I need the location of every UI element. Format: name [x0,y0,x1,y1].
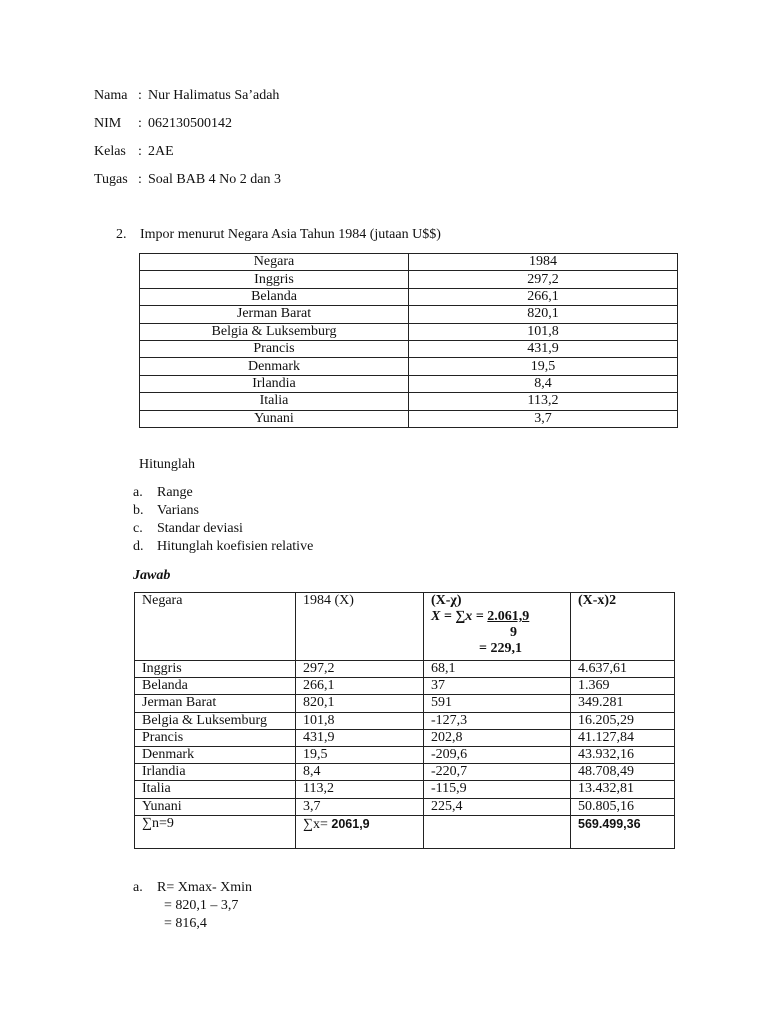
cell-x: 8,4 [296,764,424,781]
mean-formula-prefix: X = ∑x = [431,609,488,624]
task-marker: d. [133,539,144,554]
cell-value: 8,4 [409,375,678,392]
header-cell-deviation [424,593,571,661]
table-row [135,678,675,695]
cell-squared: 4.637,61 [571,661,675,678]
cell-squared: 1.369 [571,678,675,695]
info-value: 062130500142 [148,116,232,131]
mean-divisor: 9 [510,625,517,640]
sum-squared: 569.499,36 [571,815,675,848]
question-number: 2. [116,227,127,242]
cell-country: Italia [135,781,296,798]
cell-country: Prancis [135,729,296,746]
cell-country: Belanda [140,288,409,305]
cell-deviation: 225,4 [424,798,571,815]
cell-squared: 50.805,16 [571,798,675,815]
cell-squared: 48.708,49 [571,764,675,781]
answer-label: Jawab [133,568,171,583]
task-marker: c. [133,521,143,536]
table-row [135,695,675,712]
cell-deviation: -127,3 [424,712,571,729]
header-cell-year: 1984 [409,254,678,271]
cell-value: 113,2 [409,393,678,410]
cell-value: 3,7 [409,410,678,427]
table-row [140,340,678,357]
cell-x: 3,7 [296,798,424,815]
header-cell-squared: (X-x)2 [571,593,675,661]
cell-country: Italia [140,393,409,410]
table-row [140,375,678,392]
info-label: Nama [94,88,128,103]
tasks-intro: Hitunglah [139,457,195,472]
header-cell-x: 1984 (X) [296,593,424,661]
header-cell-negara: Negara [135,593,296,661]
table-row [140,271,678,288]
info-value: Soal BAB 4 No 2 dan 3 [148,172,281,187]
cell-country: Belgia & Luksemburg [135,712,296,729]
table-row [140,288,678,305]
sum-x [296,815,424,848]
cell-x: 101,8 [296,712,424,729]
cell-squared: 349.281 [571,695,675,712]
table-row [135,729,675,746]
cell-value: 820,1 [409,306,678,323]
cell-squared: 43.932,16 [571,746,675,763]
task-text: Standar deviasi [157,521,243,536]
table-row [135,781,675,798]
cell-country: Yunani [135,798,296,815]
cell-country: Jerman Barat [140,306,409,323]
info-value: 2AE [148,144,174,159]
cell-x: 19,5 [296,746,424,763]
cell-country: Belgia & Luksemburg [140,323,409,340]
info-value: Nur Halimatus Sa’adah [148,88,280,103]
sum-row [135,815,675,848]
cell-deviation: -115,9 [424,781,571,798]
cell-x: 431,9 [296,729,424,746]
table-row [135,764,675,781]
cell-value: 431,9 [409,340,678,357]
table-row [140,358,678,375]
cell-squared: 41.127,84 [571,729,675,746]
mean-result: = 229,1 [479,641,522,656]
cell-value: 266,1 [409,288,678,305]
info-label: NIM [94,116,122,131]
deviation-label: (X-χ) [431,593,462,608]
info-label: Tugas [94,172,128,187]
info-row-nim: NIM : 062130500142 [94,114,232,134]
sum-value: 2.061,9 [487,609,530,624]
solution-marker: a. [133,880,143,895]
info-row-nama: Nama : Nur Halimatus Sa’adah [94,86,279,106]
info-row-kelas: Kelas : 2AE [94,142,174,162]
table-row [140,410,678,427]
cell-deviation: -220,7 [424,764,571,781]
cell-value: 101,8 [409,323,678,340]
info-row-tugas: Tugas : Soal BAB 4 No 2 dan 3 [94,170,281,190]
cell-deviation: 37 [424,678,571,695]
cell-country: Inggris [135,661,296,678]
info-label: Kelas [94,144,126,159]
table-row [140,306,678,323]
task-marker: a. [133,485,143,500]
table-header-row [140,254,678,271]
question-title: Impor menurut Negara Asia Tahun 1984 (jutaan U$$) [140,227,441,242]
table-header-row [135,593,675,661]
solution-line-2: = 820,1 – 3,7 [164,898,239,913]
cell-country: Yunani [140,410,409,427]
cell-squared: 16.205,29 [571,712,675,729]
cell-x: 113,2 [296,781,424,798]
task-text: Range [157,485,193,500]
cell-x: 820,1 [296,695,424,712]
import-table [139,253,678,428]
task-marker: b. [133,503,144,518]
calculation-table [134,592,675,849]
header-cell-negara: Negara [140,254,409,271]
cell-value: 297,2 [409,271,678,288]
cell-country: Irlandia [135,764,296,781]
table-row [135,746,675,763]
cell-country: Denmark [135,746,296,763]
sum-n: ∑n=9 [135,815,296,848]
cell-deviation: -209,6 [424,746,571,763]
cell-country: Jerman Barat [135,695,296,712]
cell-country: Irlandia [140,375,409,392]
table-row [135,798,675,815]
sum-deviation [424,815,571,848]
sum-x-value: 2061,9 [331,816,370,831]
cell-value: 19,5 [409,358,678,375]
task-text: Hitunglah koefisien relative [157,539,314,554]
table-row [135,712,675,729]
cell-deviation: 202,8 [424,729,571,746]
table-row [135,661,675,678]
task-text: Varians [157,503,199,518]
cell-squared: 13.432,81 [571,781,675,798]
cell-country: Inggris [140,271,409,288]
table-row [140,393,678,410]
cell-deviation: 591 [424,695,571,712]
table-row [140,323,678,340]
sum-x-prefix: ∑x= [303,816,332,832]
cell-x: 266,1 [296,678,424,695]
solution-line-1: R= Xmax- Xmin [157,880,252,895]
cell-country: Denmark [140,358,409,375]
cell-x: 297,2 [296,661,424,678]
cell-country: Prancis [140,340,409,357]
solution-line-3: = 816,4 [164,916,207,931]
cell-country: Belanda [135,678,296,695]
mean-formula [431,609,570,625]
cell-deviation: 68,1 [424,661,571,678]
